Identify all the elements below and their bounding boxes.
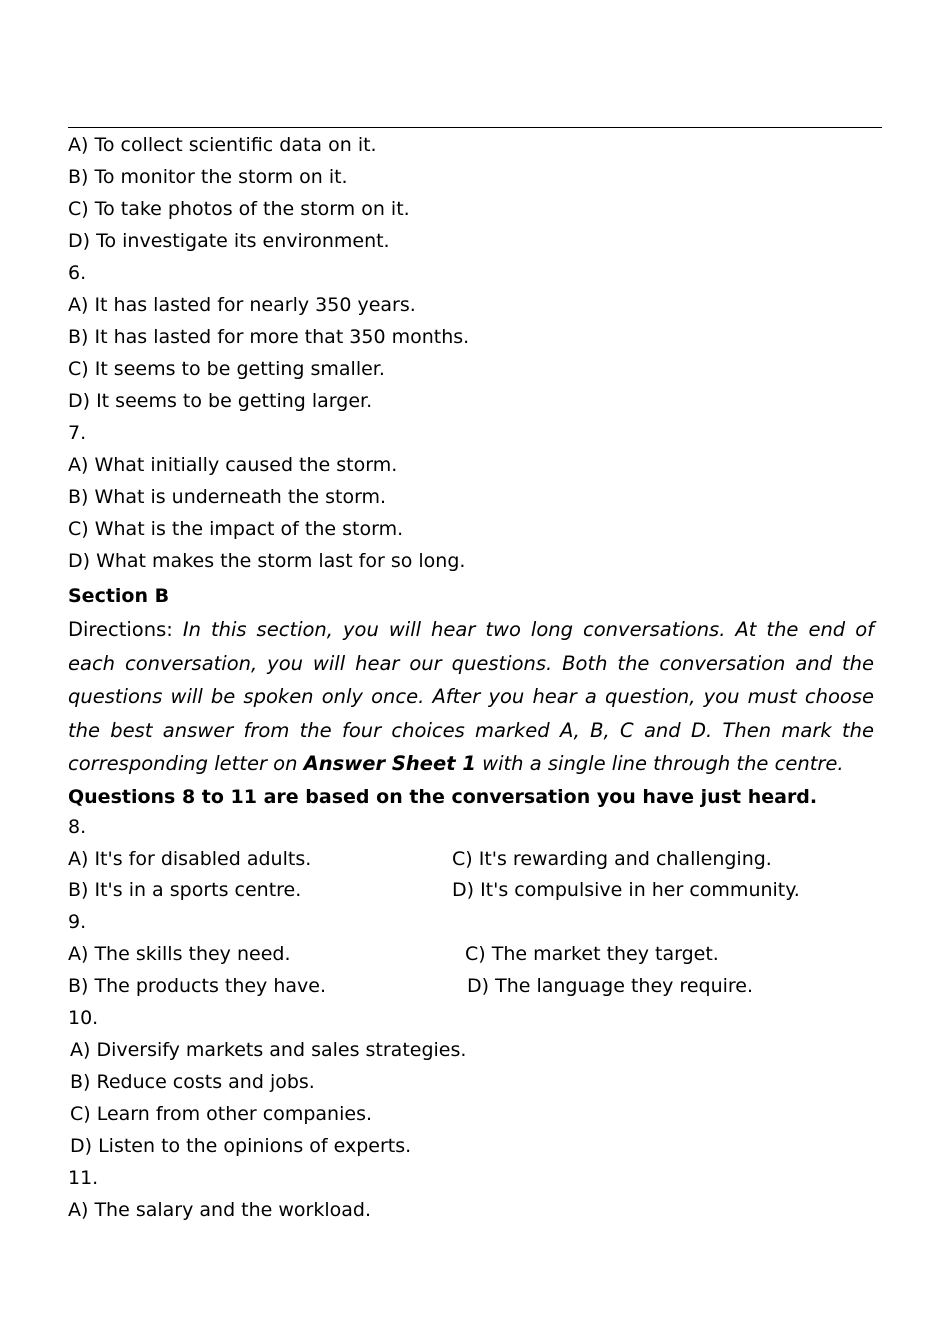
q9-option-d: D) The language they require. — [467, 975, 754, 997]
q8-option-d: D) It's compulsive in her community. — [452, 879, 800, 901]
header-rule — [68, 127, 882, 128]
section-heading: Section B — [68, 585, 170, 607]
q5-option-c: C) To take photos of the storm on it. — [68, 198, 410, 220]
q10-number: 10. — [68, 1007, 99, 1029]
directions-text-1: In this section, you will hear two long conversations. At the end of each conversation, you will hear our questions. Both the conversation and the questions will be spoken only once. After you hear a question, you must choose the best answer from the four choices marked A, B, C and D. Then mark the corresponding letter on — [68, 618, 874, 776]
q8-option-c: C) It's rewarding and challenging. — [452, 848, 772, 870]
q8-option-a: A) It's for disabled adults. — [68, 848, 312, 870]
q8-option-b: B) It's in a sports centre. — [68, 879, 302, 901]
q9-option-b: B) The products they have. — [68, 975, 327, 997]
q7-option-a: A) What initially caused the storm. — [68, 454, 398, 476]
q11-option-a: A) The salary and the workload. — [68, 1199, 372, 1221]
q8-number: 8. — [68, 816, 87, 838]
q7-option-b: B) What is underneath the storm. — [68, 486, 387, 508]
q5-option-d: D) To investigate its environment. — [68, 230, 390, 252]
q6-option-a: A) It has lasted for nearly 350 years. — [68, 294, 416, 316]
q6-number: 6. — [68, 262, 87, 284]
directions-text-2: with a single line through the centre. — [475, 752, 844, 776]
q10-option-c: C) Learn from other companies. — [70, 1103, 373, 1125]
q5-option-a: A) To collect scientific data on it. — [68, 134, 377, 156]
q5-option-b: B) To monitor the storm on it. — [68, 166, 348, 188]
q6-option-d: D) It seems to be getting larger. — [68, 390, 373, 412]
q7-option-d: D) What makes the storm last for so long. — [68, 550, 466, 572]
questions-heading: Questions 8 to 11 are based on the conversation you have just heard. — [68, 786, 818, 808]
q10-option-a: A) Diversify markets and sales strategies. — [70, 1039, 467, 1061]
directions-label: Directions: — [68, 618, 183, 641]
q6-option-c: C) It seems to be getting smaller. — [68, 358, 385, 380]
q7-number: 7. — [68, 422, 87, 444]
directions-paragraph — [68, 613, 874, 781]
q9-option-c: C) The market they target. — [465, 943, 719, 965]
q11-number: 11. — [68, 1167, 99, 1189]
q10-option-d: D) Listen to the opinions of experts. — [70, 1135, 412, 1157]
answer-sheet-reference: Answer Sheet 1 — [303, 752, 476, 776]
q10-option-b: B) Reduce costs and jobs. — [70, 1071, 315, 1093]
q9-option-a: A) The skills they need. — [68, 943, 291, 965]
q6-option-b: B) It has lasted for more that 350 months. — [68, 326, 470, 348]
q9-number: 9. — [68, 911, 87, 933]
q7-option-c: C) What is the impact of the storm. — [68, 518, 404, 540]
